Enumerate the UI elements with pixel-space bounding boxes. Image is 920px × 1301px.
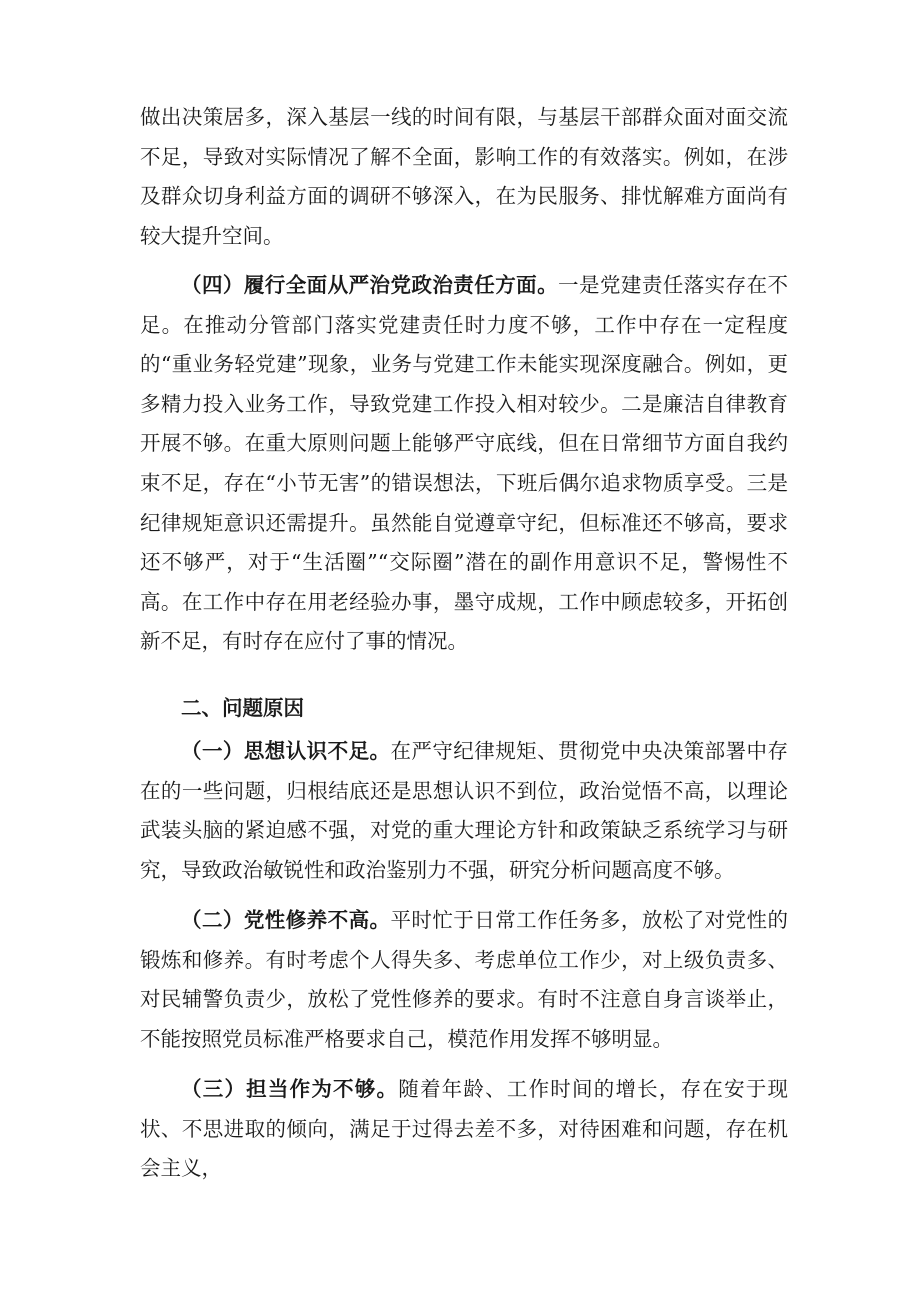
paragraph-text [140, 266, 788, 662]
section-heading: 二、问题原因 [181, 696, 304, 720]
paragraph-body: 一是党建责任落实存在不足。在推动分管部门落实党建责任时力度不够，工作中存在一定程度的“重业务轻党建”现象，业务与党建工作未能实现深度融合。例如，更多精力投入业务工作，导致党建工作投入相对较少。二是廉洁自律教育开展不够。在重大原则问题上能够严守底线，但在日常细节方面自我约束不足，存在“小节无害”的错误想法，下班后偶尔追求物质享受。三是纪律规矩意识还需提升。虽然能自觉遵章守纪，但标准还不够高，要求还不够严，对于“生活圈”“交际圈”潜在的副作用意识不足，警惕性不高。在工作中存在用老经验办事，墨守成规，工作中顾虑较多，开拓创新不足，有时存在应付了事的情况。 [140, 273, 789, 654]
paragraph-body: 平时忙于日常工作任务多，放松了对党性的锻炼和修养。有时考虑个人得失多、考虑单位工作少，对上级负责多、对民辅警负责少，放松了党性修养的要求。有时不注意自身言谈举止，不能按照党员标准严格要求自己，模范作用发挥不够明显。 [140, 908, 789, 1051]
paragraph-body: 做出决策居多，深入基层一线的时间有限，与基层干部群众面对面交流不足，导致对实际情况了解不全面，影响工作的有效落实。例如，在涉及群众切身利益方面的调研不够深入，在为民服务、排忧解难方面尚有较大提升空间。 [140, 105, 788, 248]
paragraph-cause-three [140, 1070, 788, 1189]
paragraph-body: 随着年龄、工作时间的增长，存在安于现状、不思进取的倾向，满足于过得去差不多，对待困难和问题，存在机会主义， [140, 1077, 789, 1181]
paragraph-lead-heading: （二）党性修养不高。 [181, 908, 391, 932]
paragraph-lead-heading: （一）思想认识不足。 [181, 739, 391, 763]
paragraph-section-four [140, 266, 788, 662]
paragraph-text [140, 732, 788, 890]
paragraph-cause-two [140, 901, 788, 1059]
paragraph-lead-heading: （三）担当作为不够。 [181, 1077, 399, 1101]
paragraph-text [140, 1070, 788, 1189]
section-heading-causes [140, 689, 788, 729]
paragraph-lead-heading: （四）履行全面从严治党政治责任方面。 [181, 273, 559, 297]
paragraph-text [140, 901, 788, 1059]
paragraph-continuation [140, 98, 788, 256]
paragraph-body: 在严守纪律规矩、贯彻党中央决策部署中存在的一些问题，归根结底还是思想认识不到位，政治觉悟不高，以理论武装头脑的紧迫感不强，对党的重大理论方针和政策缺乏系统学习与研究，导致政治敏锐性和政治鉴别力不强，研究分析问题高度不够。 [140, 739, 789, 882]
paragraph-cause-one [140, 732, 788, 890]
